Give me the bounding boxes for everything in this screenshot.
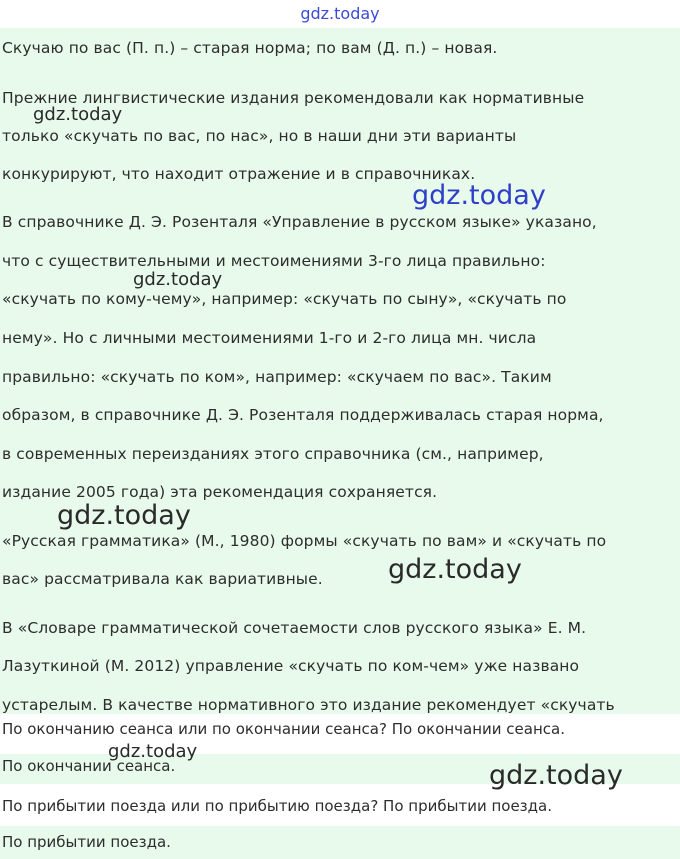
watermark: gdz.today — [108, 741, 198, 762]
text-line: «скучать по кому-чему», например: «скучать по сыну», «скучать по — [2, 290, 567, 308]
text-line: устарелым. В качестве нормативного это издание рекомендует «скучать — [2, 696, 615, 714]
watermark: gdz.today — [388, 554, 522, 585]
text-line: нему». Но с личными местоимениями 1-го и 2-го лица мн. числа — [2, 329, 537, 347]
text-line: Прежние лингвистические издания рекомендовали как нормативные — [2, 89, 585, 107]
watermark: gdz.today — [489, 760, 623, 791]
text-line: В «Словаре грамматической сочетаемости слов русского языка» Е. М. — [2, 619, 587, 637]
watermark: gdz.today — [57, 500, 191, 531]
text-line: Лазуткиной (М. 2012) управление «скучать по ком-чем» уже названо — [2, 657, 580, 675]
answer-row-text: По прибытии поезда. — [2, 833, 171, 851]
text-line: Скучаю по вас (П. п.) – старая норма; по вам (Д. п.) – новая. — [2, 39, 498, 57]
text-line: правильно: «скучать по ком», например: «скучаем по вас». Таким — [2, 368, 552, 386]
text-line: издание 2005 года) эта рекомендация сохраняется. — [2, 483, 438, 501]
watermark: gdz.today — [33, 104, 123, 125]
answer-row — [0, 714, 680, 744]
answer-row — [0, 826, 680, 859]
answer-row-text: По окончании сеанса. — [2, 757, 176, 775]
watermark: gdz.today — [133, 269, 223, 290]
answer-row — [0, 788, 680, 818]
watermark: gdz.today — [412, 180, 546, 211]
text-line: конкурируют, что находит отражение и в справочниках. — [2, 165, 476, 183]
text-line: только «скучать по вас, по нас», но в наши дни эти варианты — [2, 127, 517, 145]
text-line: образом, в справочнике Д. Э. Розенталя поддерживалась старая норма, — [2, 406, 604, 424]
text-line: что с существительными и местоимениями 3-го лица правильно: — [2, 252, 546, 270]
text-line: вас» рассматривала как вариативные. — [2, 570, 323, 588]
text-line: в современных переизданиях этого справочника (см., например, — [2, 445, 544, 463]
text-line: В справочнике Д. Э. Розенталя «Управление в русском языке» указано, — [2, 213, 597, 231]
answer-text-block — [0, 28, 680, 714]
text-line: «Русская грамматика» (М., 1980) формы «скучать по вам» и «скучать по — [2, 532, 607, 550]
header-watermark: gdz.today — [300, 4, 380, 23]
answer-row-text: По прибытии поезда или по прибытию поезда? По прибытии поезда. — [2, 797, 552, 815]
answer-row-text: По окончанию сеанса или по окончании сеанса? По окончании сеанса. — [2, 720, 565, 738]
